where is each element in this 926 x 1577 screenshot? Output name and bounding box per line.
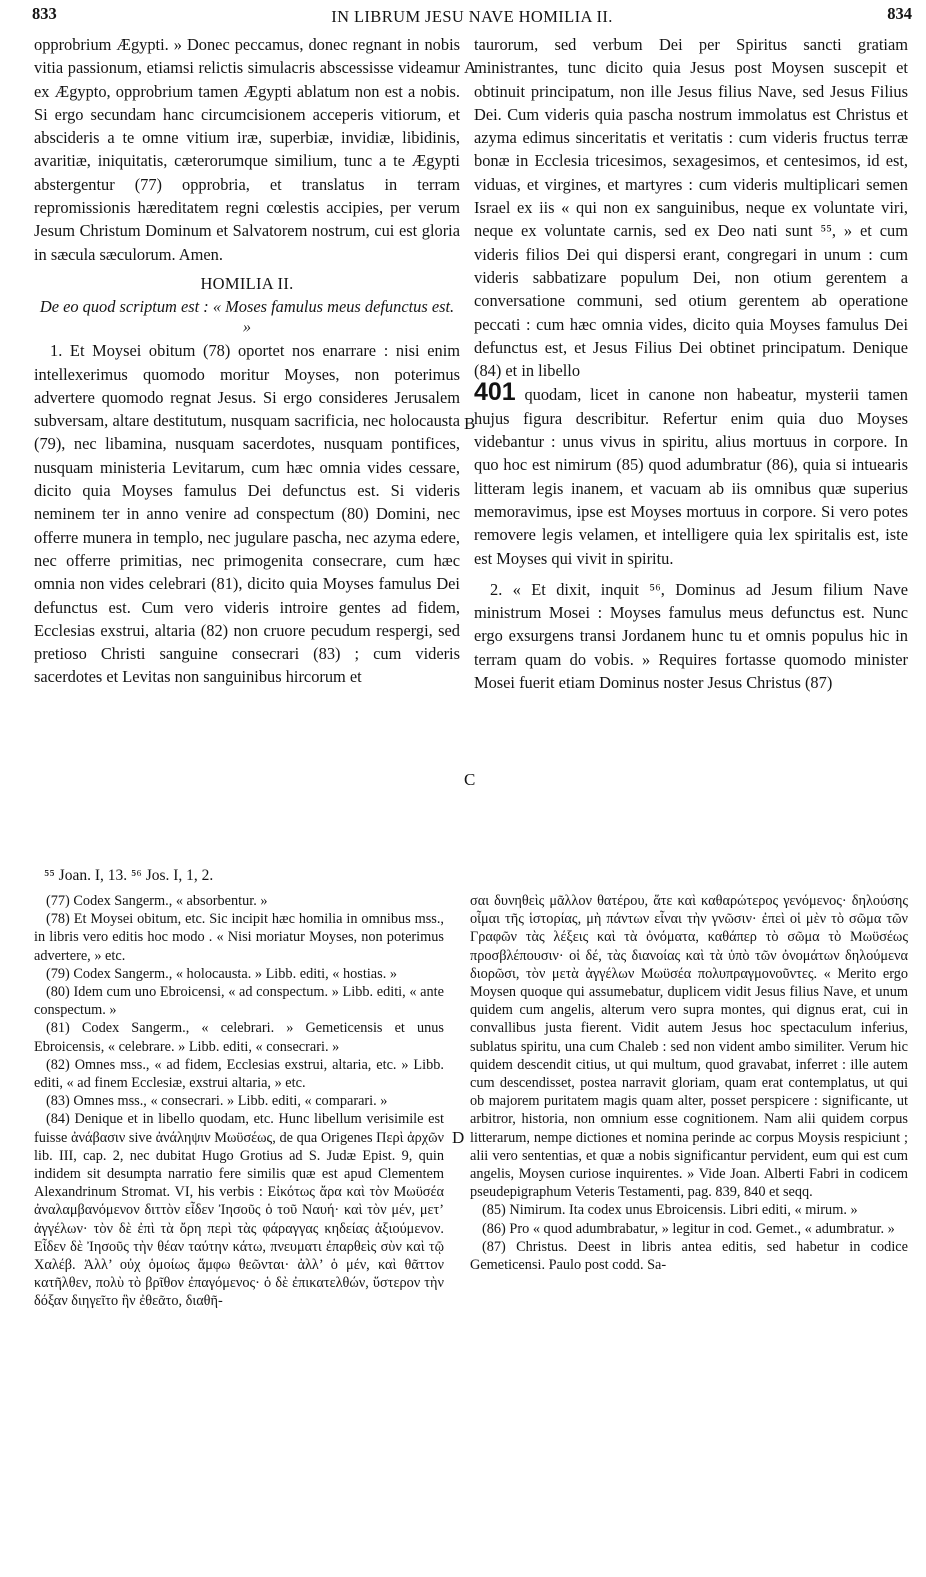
- footnote: (83) Omnes mss., « consecrari. » Libb. editi, « comparari. »: [46, 1093, 388, 1110]
- footnote: (84) Denique et in libello quodam, etc. Hunc libellum verisimile est fuisse ἀνάβασιν sive ἀνάληψιν Μωϋσέως, de qua Origenes Περὶ ἀρχῶν lib. III, cap. 2, nec dubitat Hugo Grotius ad S. Judæ Epist. 9, quin indidem sit desumpta narratio fere similis quæ est apud Clementem Alexandrinum Stromat. VI, his verbis : Εἰκότως ἄρα καὶ τὸν Μωϋσέα ἀναλαμβανόμενον διττὸν εἶδεν Ἰησοῦς ὁ τοῦ Ναυή· καὶ τὸν μέν, μετ’ ἀγγέλων· τὸν δὲ ἐπὶ τὰ ὄρη περὶ τὰς φάραγγας κηδείας ἀξιούμενον. Εἶδεν δὲ Ἰησοῦς τὴν θέαν ταύτην κάτω, πνευματι ἐπαρθεὶς σὺν καὶ τῷ Χαλέβ. Ἀλλ’ οὐχ ὁμοίως ἄμφω θεῶνται· ἀλλ’ ὁ μέν, καὶ θᾶττον κατῆλθεν, πολὺ τὸ βρῖθον ἐπαγόμενος· ὁ δὲ ἐπικατελθών, ὕστερον τὴν δόξαν διηγεῖτο ἣν ἐθεᾶτο, διαθῆ-: [34, 1111, 444, 1310]
- scripture-references: ⁵⁵ Joan. I, 13. ⁵⁶ Jos. I, 1, 2.: [44, 867, 214, 884]
- footnotes-right: [470, 892, 908, 1274]
- page-number-left: 833: [32, 4, 57, 23]
- page-number-right: 834: [887, 4, 912, 23]
- footnotes-left: [34, 892, 444, 1311]
- closing-paragraph: opprobrium Ægypti. » Donec peccamus, donec regnant in nobis vitia passionum, etiamsi relictis simulacris abscessisse videamur ex Ægypto, opprobrium tamen Ægypti ablatum non est a nobis. Si ergo secundam hanc circumcisionem acceperis vitiorum, et abscideris a te omne vitium iræ, superbiæ, invidiæ, libidinis, avaritiæ, iniquitatis, cæterorumque similium, tunc a te Ægypti abstergentur (77) opprobria, et translatus in terram repromissionis hæreditatem regni cœlestis accipies, per verum Jesum Christum Dominum et Salvatorem nostrum, cui est gloria in sæcula sæculorum. Amen.: [34, 35, 460, 264]
- running-header: [32, 4, 912, 30]
- footnote: (85) Nimirum. Ita codex unus Ebroicensis. Libri editi, « mirum. »: [482, 1202, 858, 1219]
- margin-mark-a: A: [464, 58, 477, 77]
- marginal-number: 401: [474, 378, 516, 407]
- section-1-paragraph: 1. Et Moysei obitum (78) oportet nos enarrare : nisi enim intellexerimus quomodo moritur Moyses, non poterimus advertere quomodo regnat Jesus. Si ergo consideres Jerusalem subversam, altare destitutum, nusquam sacrificia, nec holocausta (79), nec libamina, nusquam sacerdotes, nusquam pontifices, nusquam ministeria Levitarum, cum hæc omnia vides cessare, dicito quia Moyses famulus Dei defunctus est. Si videris neminem ter in anno venire ad conspectum (80) Domini, nec offerre munera in templo, nec jugulare pascha, nec azyma edere, nec offerre primitias, nec primogenita consecrare, cum hæc omnia non vides celebrari (81), dicito quia Moyses famulus Dei defunctus est. Cum vero videris introire gentes ad fidem, Ecclesias exstrui, altaria (82) non cruore pecudum respergi, sed pretioso Christi sanguine consecrari (83) ; cum videris sacerdotes et Levitas non sanguinibus hircorum et: [34, 341, 460, 687]
- homily-subtitle: De eo quod scriptum est : « Moses famulus meus defunctus est. »: [39, 297, 455, 337]
- footnote: (79) Codex Sangerm., « holocausta. » Libb. editi, « hostias. »: [46, 965, 398, 982]
- continuation-text: taurorum, sed verbum Dei per Spiritus sancti gratiam ministrantes, tunc dicito quia Jesus post Moysen suscepit et obtinuit principatum, non ille Jesus filius Nave, sed Jesus Filius Dei. Cum videris quia pascha nostrum immolatus est Christus et azyma edimus sinceritatis et veritatis : cum videris fructus terræ bonæ in Ecclesia tricesimos, sexagesimos, et centesimos, id est, viduas, et virgines, et martyres : cum videris multiplicari semen Israel ex iis « qui non ex sanguinibus, neque ex voluntate viri, neque ex voluntate carnis, sed ex Deo nati sunt ⁵⁵, » et cum videris filios Dei qui dispersi erant, congregari in unum : cum videris sabbatizare populum Dei, non otium gerentem a conversatione communi, sed otium gerentem ab operatione peccati : cum hæc omnia vides, dicito quia Moyses famulus Dei defunctus est, et Jesus Filius Dei obtinet principatum. Denique (84) et in libello: [474, 35, 908, 381]
- footnote: (81) Codex Sangerm., « celebrari. » Gemeticensis et unus Ebroicensis, « celebrare. » Libb. editi, « consecrari. »: [34, 1020, 444, 1055]
- margin-mark-d: D: [452, 1128, 465, 1147]
- footnote: (80) Idem cum uno Ebroicensi, « ad conspectum. » Libb. editi, « ante conspectum. »: [34, 984, 444, 1019]
- running-title: IN LIBRUM JESU NAVE HOMILIA II.: [331, 7, 613, 26]
- homily-title: HOMILIA II.: [200, 273, 294, 293]
- margin-mark-c: C: [464, 770, 476, 789]
- section-2-paragraph: 2. « Et dixit, inquit ⁵⁶, Dominus ad Jesum filium Nave ministrum Mosei : Moyses famulus meus defunctus est. Nunc ergo exsurgens transi Jordanem hunc tu et omnis populus hic in terram quam do vobis. » Requires fortasse quomodo minister Mosei fuerit etiam Dominus noster Jesus Christus (87): [474, 579, 908, 693]
- left-text-column: [34, 33, 460, 689]
- right-text-column: [474, 33, 908, 694]
- footnote: (86) Pro « quod adumbrabatur, » legitur in cod. Gemet., « adumbratur. »: [482, 1220, 895, 1237]
- footnote: (87) Christus. Deest in libris antea editis, sed habetur in codice Gemeticensi. Paulo post codd. Sa-: [470, 1238, 908, 1274]
- footnote: (82) Omnes mss., « ad fidem, Ecclesias exstrui, altaria, etc. » Libb. editi, « ad finem Ecclesiæ, exstrui altaria, » etc.: [34, 1056, 444, 1092]
- footnote: (78) Et Moysei obitum, etc. Sic incipit hæc homilia in omnibus mss., in libris vero editis hoc modo . « Nisi moriatur Moyses, non poterimus advertere, » etc.: [34, 911, 444, 964]
- continuation-text-b: quodam, licet in canone non habeatur, mysterii tamen hujus figura describitur. Refertur enim quia duo Moyses videbantur : unus vivus in spiritu, alius mortuus in corpore. In quo hoc est nimirum (85) quod adumbratur (86), quia si intuearis litteram legis inanem, et vacuam ab iis omnibus quæ superius memoravimus, ipse est Moyses mortuus in corpore. Si vero potes removere legis velamen, et intelligere quia lex spiritalis est, iste est Moyses qui vivit in spiritu.: [474, 385, 908, 568]
- footnote: (77) Codex Sangerm., « absorbentur. »: [46, 893, 268, 909]
- footnote-continuation: σαι δυνηθεὶς μᾶλλον θατέρου, ἅτε καὶ καθαρώτερος γενόμενος· δηλούσης οἶμαι τῆς ἱστορίας, μὴ πάντων εἶναι τὴν γνῶσιν· ἐπεὶ οἱ μὲν τὸ σῶμα τῶν Γραφῶν τὰς λέξεις καὶ τὰ ὀνόματα, καθάπερ τὸ σῶμα τὸ Μωϋσέως προσβλέπουσιν· οἱ δέ, τὰς διανοίας καὶ τὰ ὑπὸ τῶν ὀνομάτων δηλούμενα διορῶσι, τὸν μετὰ ἀγγέλων Μωϋσέα πολυπραγμονοῦντες. « Merito ergo Moysen quoque qui assumebatur, duplicem vidit Jesus filius Nave, et unum quidem cum angelis, alterum vero supra montes, qui dignus erat, cui in convallibus justa fierent. Vidit autem Jesus hoc spectaculum inferius, sublatus spiritu, una cum Chaleb : sed non vident ambo similiter. Verum hic quidem descendit citius, ut qui multum, quod gravabat, inferret : ille autem cum descendisset, postea narravit gloriam, quam erat contemplatus, ut qui ob majorem puritatem magis quam alter, posset perspicere : significante, ut arbitror, historia, non omnium esse cognitionem. Nam alii quidem corpus litterarum, nempe dictiones et nomina perinde ac corpus Moysis respiciunt ; alii vero sententias, et quæ a nobis significantur pervident, eum qui est cum angelis, Moysen curiose inquirentes. » Vide Joan. Alberti Fabri in codicem pseudepigraphum Veteris Testamenti, pag. 839, 840 et seqq.: [470, 893, 908, 1201]
- continuation-paragraph: [474, 33, 908, 570]
- margin-mark-b: B: [464, 414, 476, 433]
